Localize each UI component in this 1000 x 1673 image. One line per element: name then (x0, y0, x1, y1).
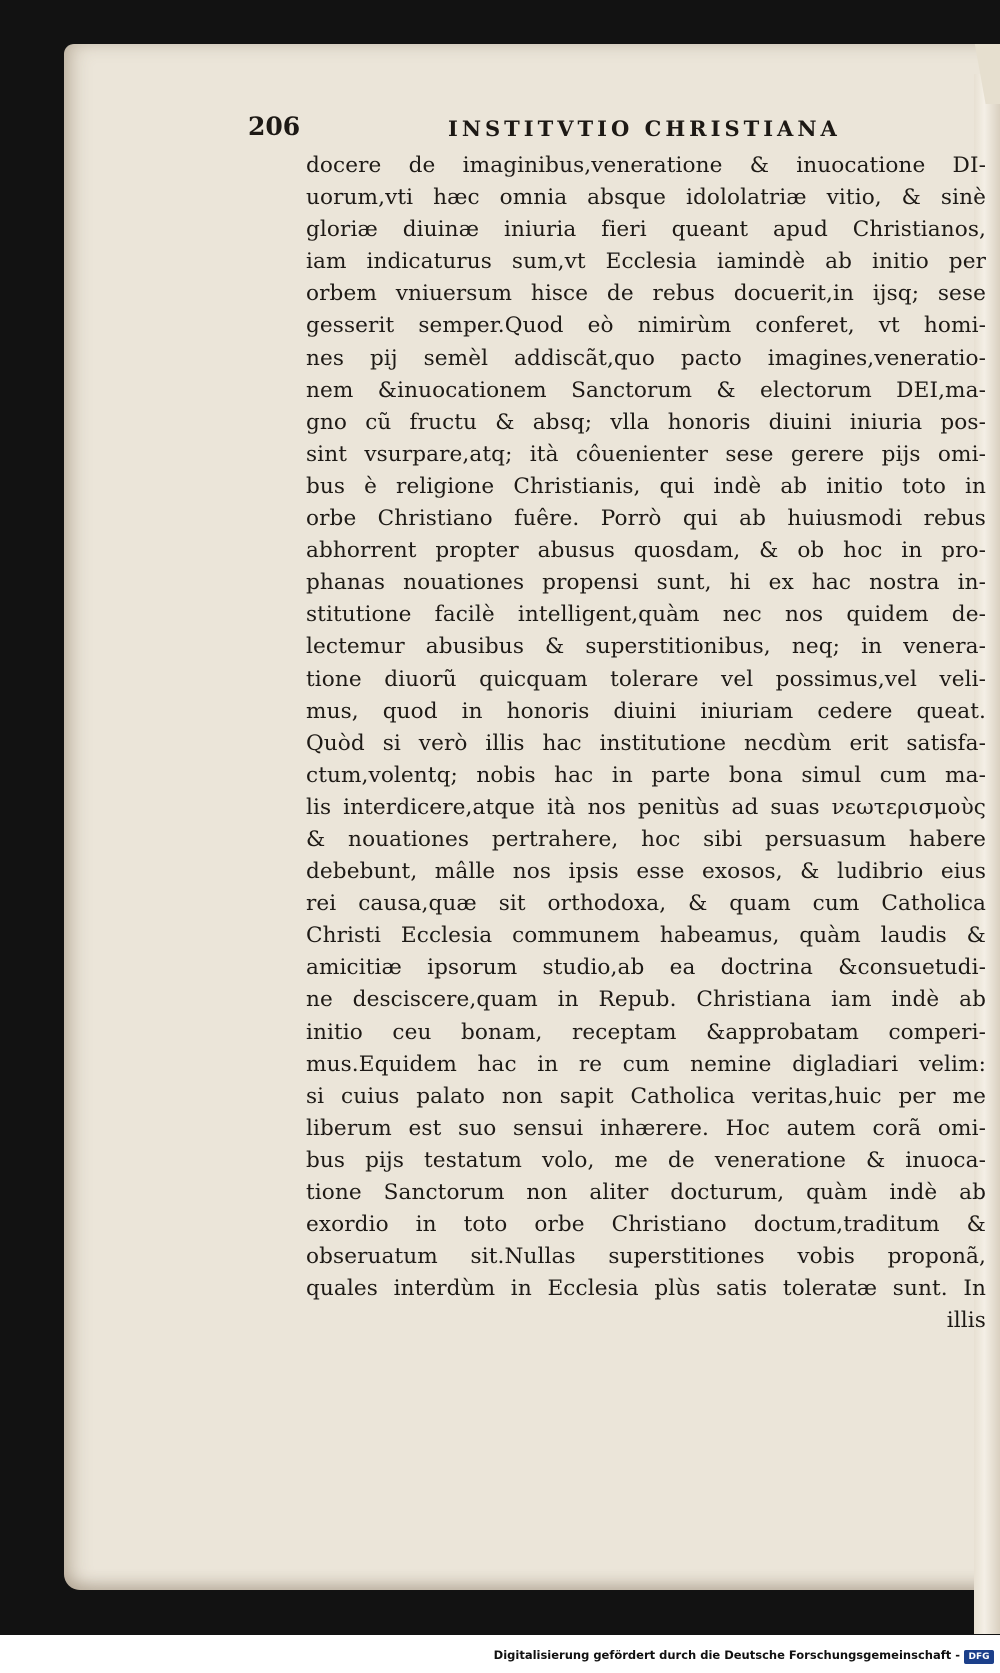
text-line: gno cũ fructu & absq; vlla honoris diuini iniuria pos- (306, 409, 986, 435)
text-line: stitutione facilè intelligent,quàm nec nos quidem de- (306, 602, 986, 628)
text-line: si cuius palato non sapit Catholica veritas,huic per me (306, 1083, 986, 1109)
text-line: gesserit semper.Quod eò nimirùm conferet, vt homi- (306, 313, 986, 339)
text-line: uorum,vti hæc omnia absque idololatriæ vitio, & sinè (306, 185, 986, 211)
text-line: liberum est suo sensui inhærere. Hoc autem corã omi- (306, 1115, 986, 1141)
catchword: illis (946, 1308, 986, 1334)
page-header (248, 112, 988, 148)
body-text (306, 150, 986, 1337)
text-line: Quòd si verò illis hac institutione necdùm erit satisfa- (306, 730, 986, 756)
dfg-logo: DFG (964, 1650, 994, 1664)
running-title: INSTITVTIO CHRISTIANA (448, 116, 841, 141)
text-line: initio ceu bonam, receptam &approbatam comperi- (306, 1019, 986, 1045)
text-line: abhorrent propter abusus quosdam, & ob hoc in pro- (306, 538, 986, 564)
text-line: tione diuorũ quicquam tolerare vel possimus,vel veli- (306, 666, 986, 692)
text-line: gloriæ diuinæ iniuria fieri queant apud Christianos, (306, 217, 986, 243)
text-line: nes pij semèl addiscãt,quo pacto imagines,veneratio- (306, 345, 986, 371)
text-line: mus, quod in honoris diuini iniuriam cedere queat. (306, 698, 986, 724)
text-line: mus.Equidem hac in re cum nemine digladiari velim: (306, 1051, 986, 1077)
text-line: exordio in toto orbe Christiano doctum,traditum & (306, 1212, 986, 1238)
text-line: debebunt, mâlle nos ipsis esse exosos, & ludibrio eius (306, 859, 986, 885)
text-line: docere de imaginibus,veneratione & inuocatione DI- (306, 153, 986, 178)
page-number: 206 (248, 112, 301, 141)
text-line: bus è religione Christianis, qui indè ab initio toto in (306, 473, 986, 499)
text-line: ctum,volentq; nobis hac in parte bona simul cum ma- (306, 762, 986, 788)
text-line: obseruatum sit.Nullas superstitiones vobis proponã, (306, 1244, 986, 1270)
text-line: iam indicaturus sum,vt Ecclesia iamindè ab initio per (306, 249, 986, 275)
text-line: lis interdicere,atque ità nos penitùs ad suas νεωτερισμοὺς (306, 794, 986, 820)
text-line: orbem vniuersum hisce de rebus docuerit,in ijsq; sese (306, 281, 986, 307)
digitization-footer (0, 1648, 1000, 1673)
text-line: & nouationes pertrahere, hoc sibi persuasum habere (306, 826, 986, 852)
text-line: Christi Ecclesia communem habeamus, quàm laudis & (306, 923, 986, 949)
text-line: phanas nouationes propensi sunt, hi ex hac nostra in- (306, 570, 986, 596)
text-line: amicitiæ ipsorum studio,ab ea doctrina &consuetudi- (306, 955, 986, 981)
text-line: lectemur abusibus & superstitionibus, neq; in venera- (306, 634, 986, 660)
text-line: sint vsurpare,atq; ità côuenienter sese gerere pijs omi- (306, 441, 986, 467)
text-line: nem &inuocationem Sanctorum & electorum DEI,ma- (306, 377, 986, 403)
text-line: tione Sanctorum non aliter docturum, quàm indè ab (306, 1180, 986, 1205)
text-line: rei causa,quæ sit orthodoxa, & quam cum Catholica (306, 891, 986, 917)
text-line: ne desciscere,quam in Repub. Christiana iam indè ab (306, 987, 986, 1013)
text-line: bus pijs testatum volo, me de veneratione & inuoca- (306, 1147, 986, 1173)
text-line: orbe Christiano fuêre. Porrò qui ab huiusmodi rebus (306, 506, 986, 532)
text-line: quales interdùm in Ecclesia plùs satis toleratæ sunt. In (306, 1276, 986, 1302)
footer-credit: Digitalisierung gefördert durch die Deutsche Forschungsgemeinschaft - (493, 1648, 960, 1662)
